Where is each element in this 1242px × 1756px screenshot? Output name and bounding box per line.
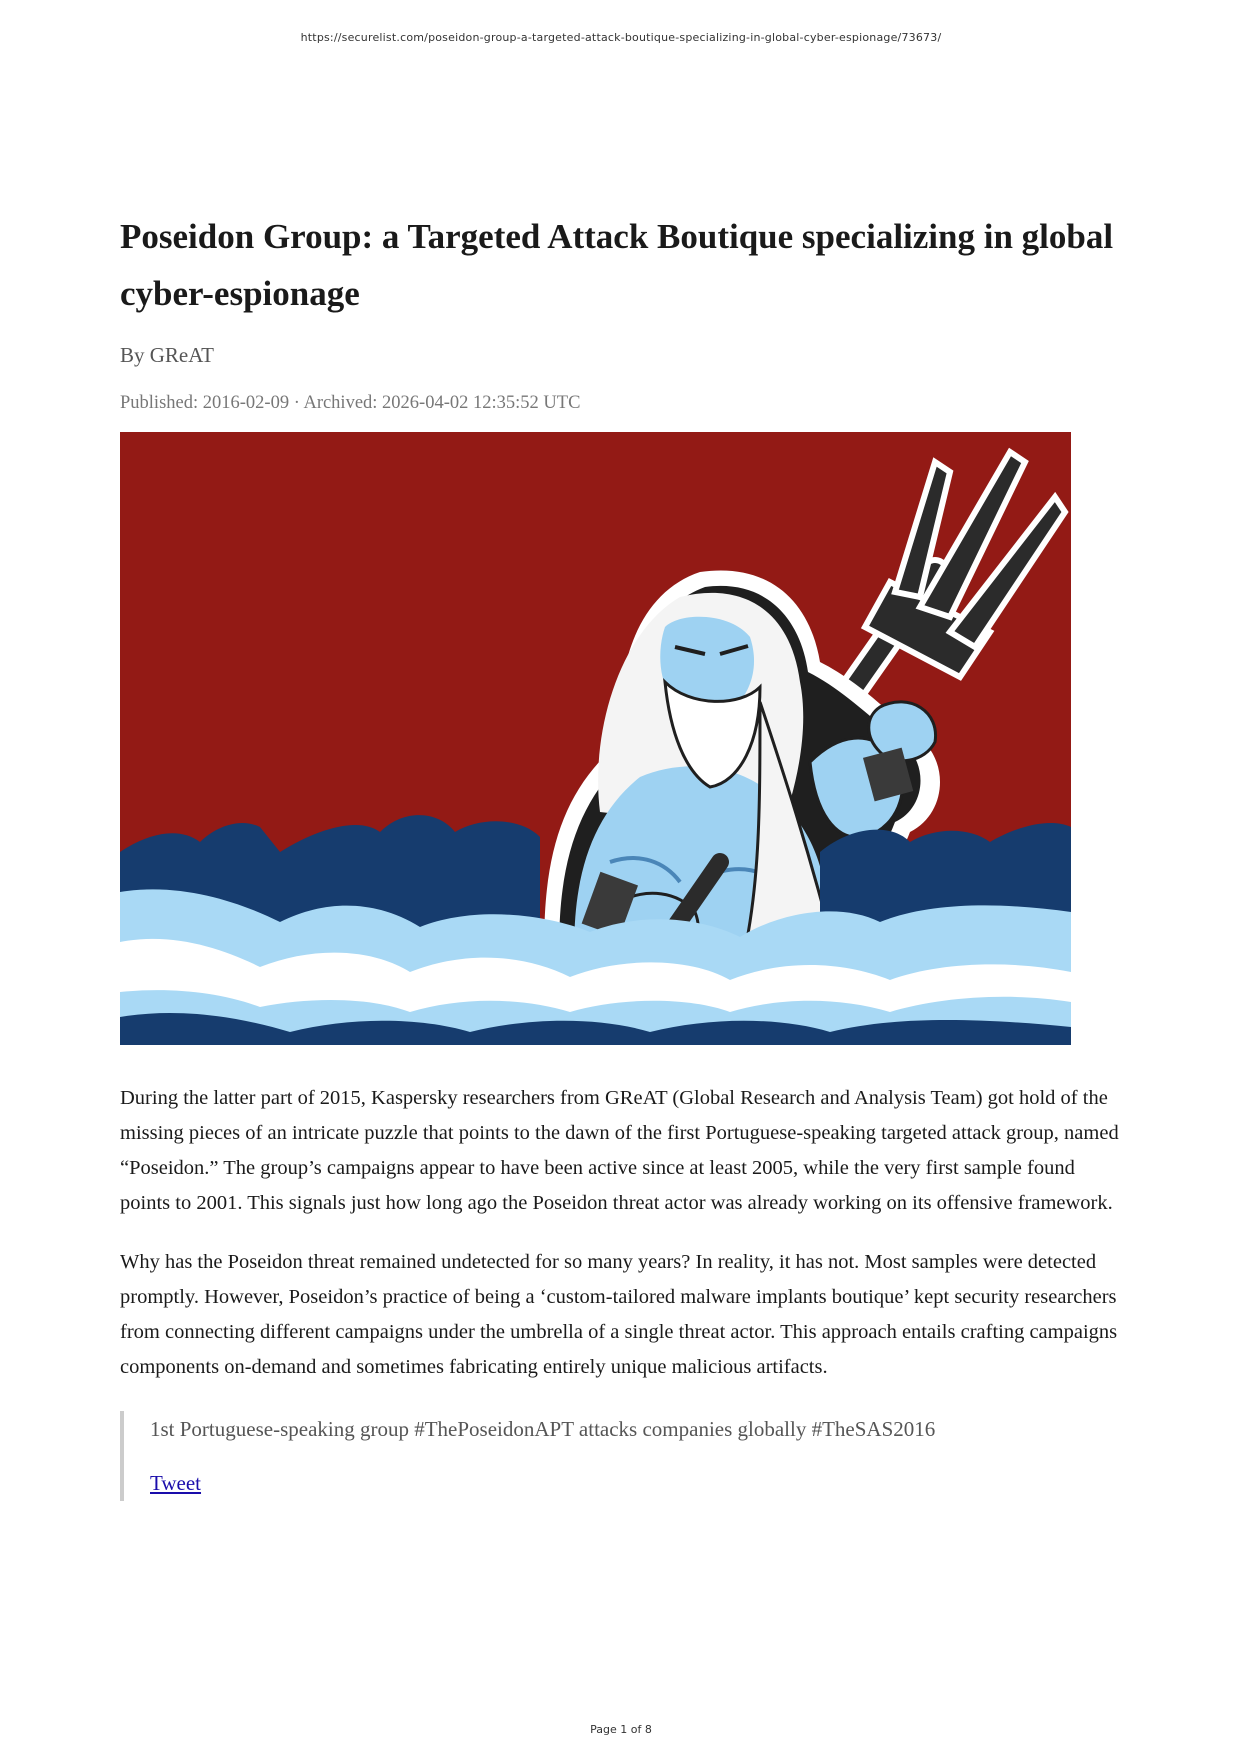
article-title: Poseidon Group: a Targeted Attack Boutique specializing in global cyber-espionage (120, 217, 1114, 313)
tweet-link[interactable]: Tweet (150, 1471, 202, 1495)
article-paragraph: Why has the Poseidon threat remained undetected for so many years? In reality, it has not. Most samples were detected promptly. However, Poseidon’s practice of being a ‘custom-tailored malware implants boutique’ kept security researchers from connecting different campaigns under the umbrella of a single threat actor. This approach entails crafting campaigns components on-demand and sometimes fabricating entirely unique malicious artifacts. (120, 1251, 1118, 1378)
article (120, 208, 1130, 1501)
page-url: https://securelist.com/poseidon-group-a-targeted-attack-boutique-specializing-in-global-cyber-espionage/73673/ (300, 31, 942, 44)
article-body (120, 1081, 1130, 1385)
tweet-blockquote (120, 1411, 1130, 1501)
tweet-quote-text: 1st Portuguese-speaking group #ThePoseidonAPT attacks companies globally #TheSAS2016 (150, 1417, 936, 1441)
article-meta: Published: 2016-02-09 · Archived: 2026-04-02 12:35:52 UTC (120, 393, 581, 413)
page-number: Page 1 of 8 (590, 1723, 652, 1736)
hero-image (120, 432, 1071, 1045)
article-byline: By GReAT (120, 343, 214, 367)
article-paragraph: During the latter part of 2015, Kaspersky researchers from GReAT (Global Research and Analysis Team) got hold of the missing pieces of an intricate puzzle that points to the dawn of the first Portuguese-speaking targeted attack group, named “Poseidon.” The group’s campaigns appear to have been active since at least 2005, while the very first sample found points to 2001. This signals just how long ago the Poseidon threat actor was already working on its offensive framework. (120, 1087, 1119, 1214)
